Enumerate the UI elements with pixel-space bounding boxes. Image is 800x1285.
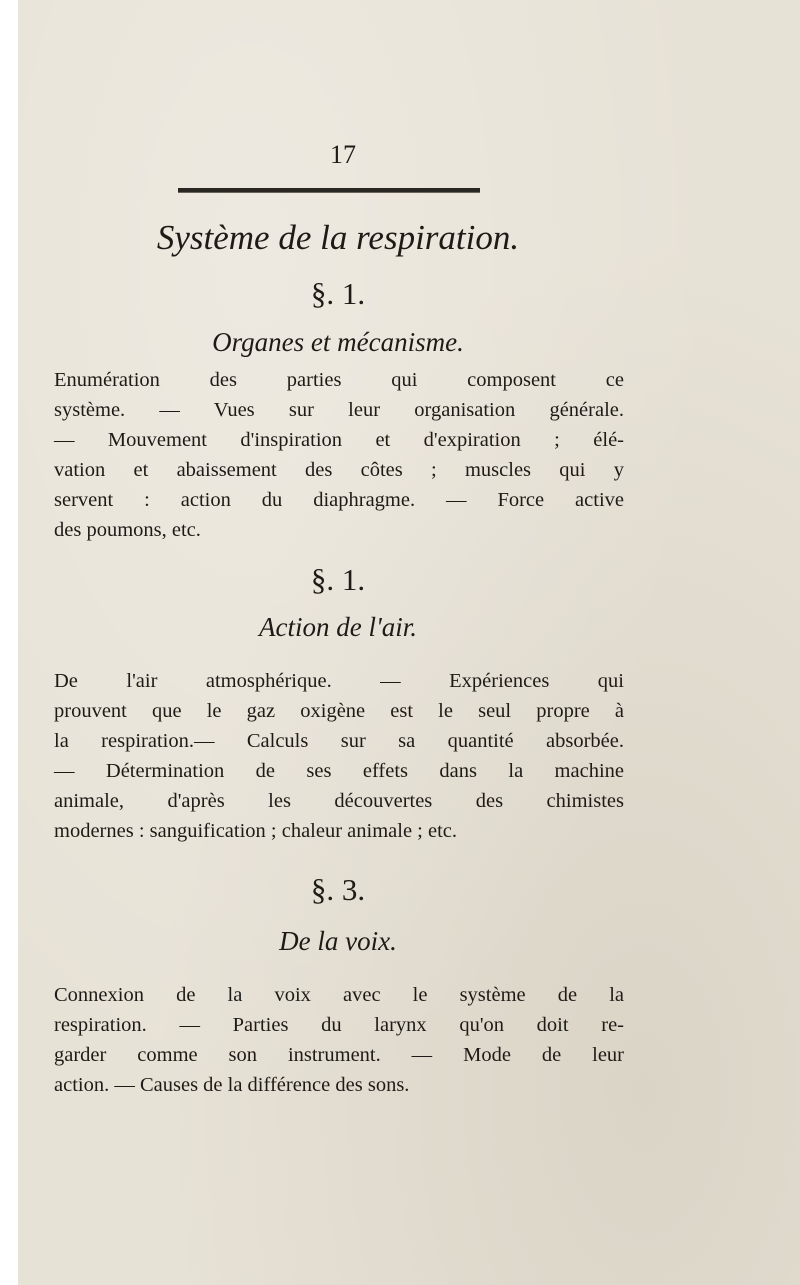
text-line: respiration. — Parties du larynx qu'on doit re-	[54, 1014, 624, 1036]
text-line: système. — Vues sur leur organisation générale.	[54, 399, 624, 421]
text-line: prouvent que le gaz oxigène est le seul propre à	[54, 700, 624, 722]
section-heading-organes: Organes et mécanisme.	[212, 327, 464, 357]
page-number: 17	[330, 140, 356, 169]
section-heading-voix: De la voix.	[279, 926, 397, 956]
text-line: animale, d'après les découvertes des chimistes	[54, 790, 624, 812]
section-body-voix	[54, 980, 624, 1100]
book-page	[18, 0, 800, 1285]
section-mark-3: §. 3.	[310, 872, 366, 907]
text-line: action. — Causes de la différence des sons.	[54, 1074, 410, 1096]
section-body-action-air	[54, 666, 624, 846]
text-line: la respiration.— Calculs sur sa quantité absorbée.	[54, 730, 624, 752]
text-line: garder comme son instrument. — Mode de leur	[54, 1044, 624, 1066]
section-mark-2: §. 1.	[310, 562, 366, 597]
text-line: Enumération des parties qui composent ce	[54, 369, 624, 391]
text-line: des poumons, etc.	[54, 519, 201, 541]
text-line: — Détermination de ses effets dans la machine	[54, 760, 624, 782]
section-mark-1: §. 1.	[310, 276, 366, 311]
text-line: Connexion de la voix avec le système de la	[54, 984, 624, 1006]
section-heading-action-air: Action de l'air.	[258, 612, 417, 642]
text-line: servent : action du diaphragme. — Force active	[54, 489, 624, 511]
text-line: De l'air atmosphérique. — Expériences qui	[54, 670, 624, 692]
text-line: — Mouvement d'inspiration et d'expiration ; élé-	[54, 429, 624, 451]
section-body-organes	[54, 365, 624, 545]
text-line: vation et abaissement des côtes ; muscles qui y	[54, 459, 624, 481]
text-line: modernes : sanguification ; chaleur animale ; etc.	[54, 820, 458, 842]
chapter-title: Système de la respiration.	[156, 218, 520, 257]
header-rule	[178, 188, 480, 193]
